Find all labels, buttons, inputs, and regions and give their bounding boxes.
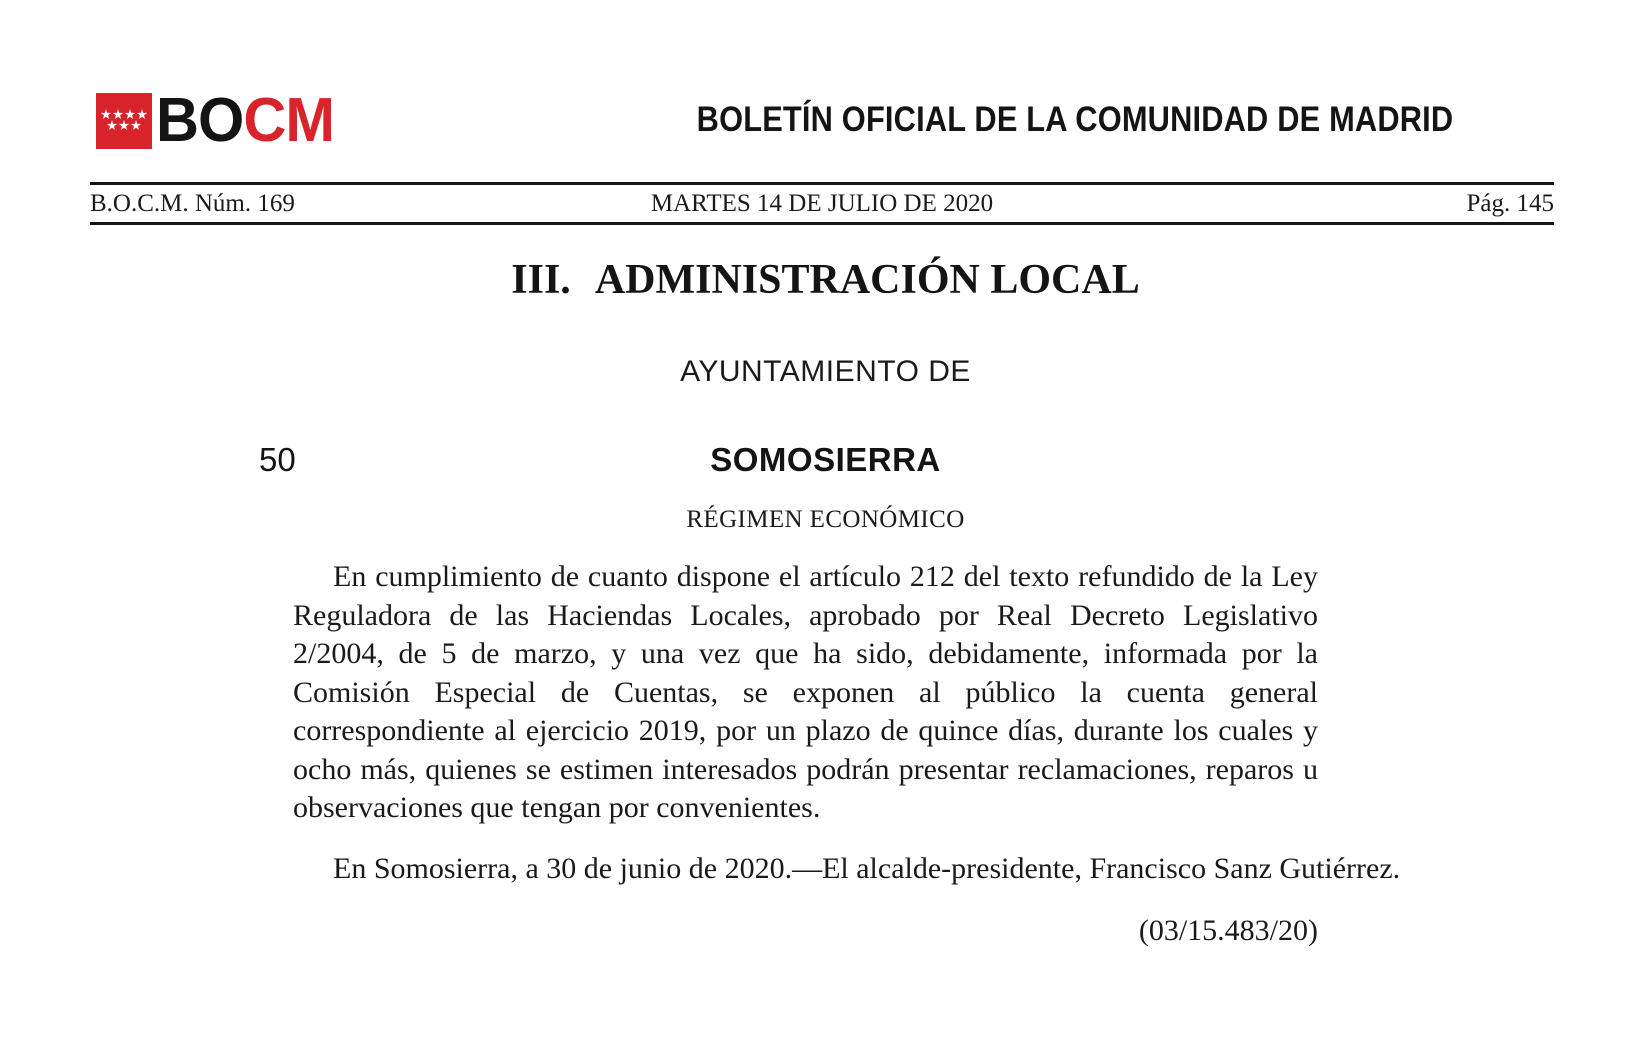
closing-line: En Somosierra, a 30 de junio de 2020.—El alcalde-presidente, Francisco Sanz Gutiérrez. xyxy=(333,851,1401,885)
running-head xyxy=(90,190,1554,220)
star-icon xyxy=(137,109,148,120)
bocm-logo xyxy=(96,86,341,156)
wordmark-bo: BO xyxy=(156,86,244,155)
running-head-page: Pág. 145 xyxy=(1466,190,1554,217)
running-head-issue: B.O.C.M. Núm. 169 xyxy=(90,190,295,217)
star-icon xyxy=(113,109,124,120)
municipality-name: SOMOSIERRA xyxy=(710,441,941,478)
bocm-wordmark xyxy=(156,86,335,155)
section-title-text: ADMINISTRACIÓN LOCAL xyxy=(594,257,1140,303)
body-paragraph: En cumplimiento de cuanto dispone el artículo 212 del texto refundido de la Ley Reguladora de las Haciendas Locales, aprobado por Real Decreto Legislativo 2/2004, de 5 de marzo, y una vez que ha sido, debidamente, informada por la Comisión Especial de Cuentas, se exponen al público la cuenta general correspondiente al ejercicio 2019, por un plazo de quince días, durante los cuales y ocho más, quienes se estimen interesados podrán presentar reclamaciones, reparos u observaciones que tengan por convenientes. xyxy=(293,560,1318,824)
running-head-date: MARTES 14 DE JULIO DE 2020 xyxy=(650,190,994,217)
body-content xyxy=(293,558,1401,951)
wordmark-cm: CM xyxy=(243,86,335,155)
star-icon xyxy=(131,120,142,131)
star-icon xyxy=(125,109,136,120)
entry-number: 50 xyxy=(259,441,296,478)
entry-row xyxy=(0,441,1651,485)
star-icon xyxy=(101,109,112,120)
madrid-flag-seven-stars-icon xyxy=(96,93,152,149)
star-icon xyxy=(107,120,118,131)
section-numeral: III. xyxy=(511,257,571,303)
section-title xyxy=(0,256,1651,304)
organism-label: AYUNTAMIENTO DE xyxy=(680,355,971,388)
reference-code: (03/15.483/20) xyxy=(1138,914,1318,947)
subject-heading: RÉGIMEN ECONÓMICO xyxy=(686,506,965,533)
star-icon xyxy=(119,120,130,131)
masthead xyxy=(0,86,1651,156)
header-rule-top xyxy=(90,182,1554,185)
header-rule-bottom xyxy=(90,222,1554,225)
bulletin-title: BOLETÍN OFICIAL DE LA COMUNIDAD DE MADRID xyxy=(696,100,1454,139)
